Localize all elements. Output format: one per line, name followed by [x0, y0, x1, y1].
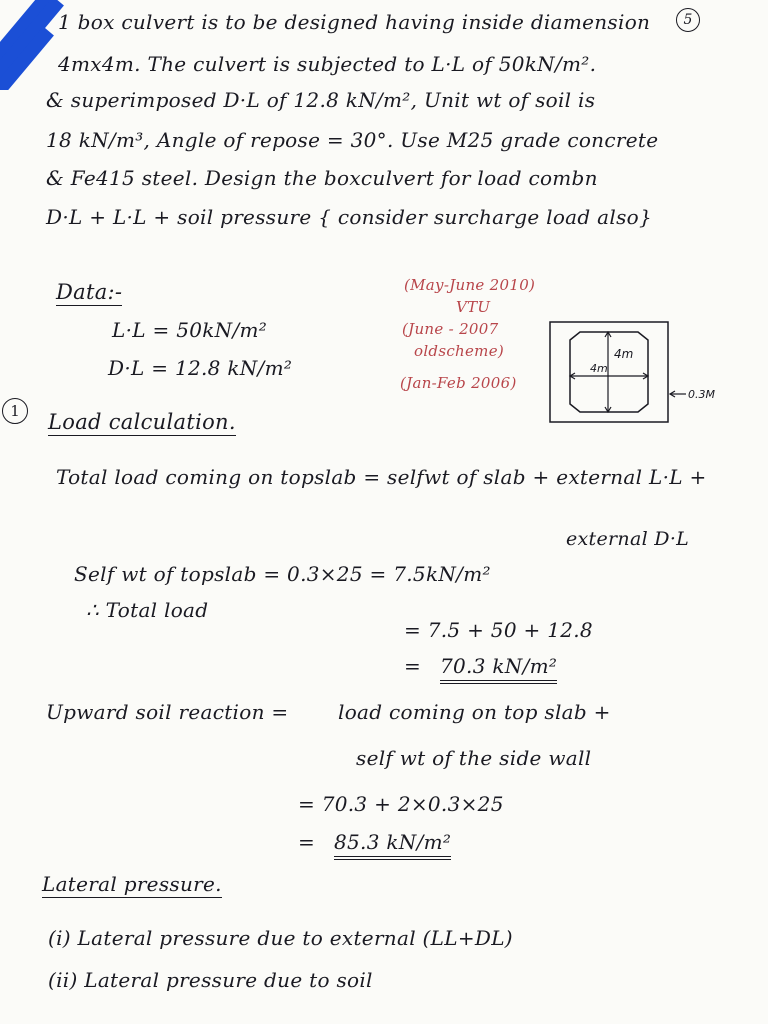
upward-soil-reaction-def-2: self wt of the side wall: [356, 746, 592, 770]
dead-load-value: D·L = 12.8 kN/m²: [108, 356, 293, 380]
exam-ref-3: (Jan-Feb 2006): [400, 374, 517, 392]
total-load-definition-cont: external D·L: [566, 528, 690, 550]
height-label: 4m: [614, 347, 634, 361]
problem-line-1: 1 box culvert is to be designed having inside diamension: [58, 10, 651, 34]
problem-line-4: 18 kN/m³, Angle of repose = 30°. Use M25 grade concrete: [46, 128, 659, 152]
total-load-label: ∴ Total load: [86, 598, 209, 622]
lateral-pressure-item-1: (i) Lateral pressure due to external (LL+DL): [48, 926, 513, 950]
total-load-result: 70.3 kN/m²: [440, 654, 557, 684]
problem-line-3: & superimposed D·L of 12.8 kN/m², Unit wt of soil is: [46, 88, 596, 112]
exam-ref-2: (June - 2007: [402, 320, 499, 338]
total-load-equals: =: [404, 654, 422, 678]
problem-line-2: 4mx4m. The culvert is subjected to L·L of 50kN/m².: [58, 52, 597, 76]
exam-ref-vtu: VTU: [456, 298, 491, 316]
thickness-label: 0.3M: [688, 388, 715, 401]
exam-ref-1: (May-June 2010): [404, 276, 536, 294]
step-number: 1: [2, 398, 28, 424]
upward-soil-reaction-equals: =: [298, 830, 316, 854]
lateral-pressure-item-2: (ii) Lateral pressure due to soil: [48, 968, 373, 992]
width-label: 4m: [590, 362, 608, 375]
load-calculation-heading: Load calculation.: [48, 410, 236, 434]
total-load-equation: = 7.5 + 50 + 12.8: [404, 618, 593, 642]
problem-line-6: D·L + L·L + soil pressure { consider surcharge load also}: [46, 205, 653, 229]
upward-soil-reaction-equation: = 70.3 + 2×0.3×25: [298, 792, 504, 816]
upward-soil-reaction-label: Upward soil reaction =: [46, 700, 289, 724]
data-heading: Data:-: [56, 280, 123, 304]
box-culvert-diagram: [546, 318, 736, 428]
page-number: 5: [676, 8, 700, 32]
lateral-pressure-heading: Lateral pressure.: [42, 872, 222, 896]
problem-line-5: & Fe415 steel. Design the boxculvert for load combn: [46, 166, 598, 190]
upward-soil-reaction-def-1: load coming on top slab +: [338, 700, 611, 724]
culvert-outer-outline: [550, 322, 668, 422]
selfwt-topslab: Self wt of topslab = 0.3×25 = 7.5kN/m²: [74, 562, 491, 586]
live-load-value: L·L = 50kN/m²: [112, 318, 268, 342]
total-load-definition: Total load coming on topslab = selfwt of slab + external L·L +: [56, 465, 707, 489]
culvert-inner-opening: [570, 332, 648, 412]
upward-soil-reaction-result: 85.3 kN/m²: [334, 830, 451, 860]
exam-ref-2b: oldscheme): [414, 342, 505, 360]
